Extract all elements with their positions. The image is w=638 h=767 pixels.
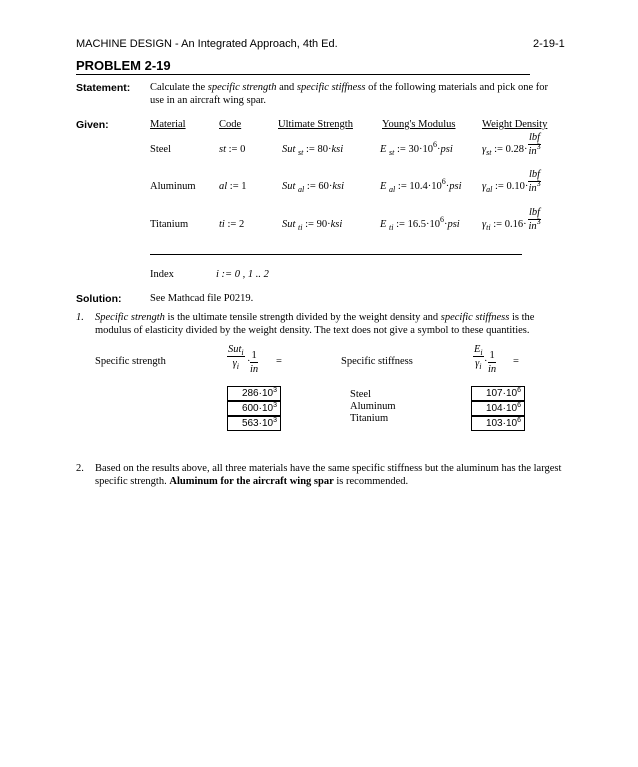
statement-label: Statement:: [76, 82, 131, 94]
sut-sub: ti: [298, 223, 303, 232]
gamma-val: 0.10: [506, 181, 525, 192]
code-val: 0: [240, 144, 246, 155]
result-mantissa: 600: [241, 403, 259, 414]
stiffness-fraction-unit: [488, 350, 496, 375]
strength-equals: =: [276, 356, 282, 367]
index-expr: i := 0 , 1 .. 2: [216, 269, 269, 280]
e-val: 16.5: [407, 219, 426, 230]
result-mantissa: 104: [485, 403, 503, 414]
e-val: 30: [408, 144, 419, 155]
stiffness-equals: =: [513, 356, 519, 367]
exp6: 6: [439, 215, 444, 224]
assign: :=: [305, 219, 314, 230]
index-label: Index: [150, 269, 174, 280]
code-cell: [219, 219, 244, 230]
material-cell: [150, 181, 196, 192]
assign: :=: [397, 181, 407, 192]
material-cell: [150, 219, 188, 230]
material-name: Aluminum: [150, 181, 196, 192]
paragraph-1-line2: modulus of elasticity divided by the weight density. The text does not give a symbol to these quantities.: [95, 325, 530, 336]
weight-density-cell: $\gamma_{ti}$ := 0.16·: [482, 219, 527, 232]
youngs-modulus-cell: E $_{st}$ := $30\cdot 10^6\cdot psi$: [380, 140, 453, 157]
frac-sub: i: [480, 348, 483, 357]
e-symbol: E: [380, 219, 387, 230]
code-var: st: [219, 144, 227, 155]
paragraph-2-number: 2.: [76, 463, 84, 474]
col-header-weight-density: Weight Density: [482, 119, 548, 130]
code-cell: [219, 144, 245, 155]
assign: :=: [306, 181, 316, 192]
gamma-val: 0.28: [505, 144, 524, 155]
stiffness-result-1: $104\cdot 10^6$: [471, 401, 525, 416]
result-material-titanium: Titanium: [350, 413, 389, 424]
result-exponent: 3: [273, 387, 277, 394]
statement-line1: [150, 82, 548, 93]
p1-text: is the: [509, 312, 535, 323]
material-name: Titanium: [150, 219, 189, 230]
sut-symbol: Sut: [282, 181, 296, 192]
frac-one: 1: [251, 350, 257, 361]
paragraph-1-line1: [95, 312, 534, 323]
frac-sub: i: [236, 362, 240, 371]
unit-psi: psi: [440, 144, 453, 155]
stiffness-dot: ·: [484, 356, 488, 367]
ten: 10: [505, 418, 518, 429]
strength-fraction-unit: [250, 350, 258, 375]
stiffness-result-2: $103\cdot 10^6$: [471, 416, 525, 431]
solution-label: Solution:: [76, 293, 122, 305]
code-var: ti: [219, 219, 225, 230]
lbf: lbf: [529, 207, 541, 218]
frac-one: 1: [489, 350, 495, 361]
assign: :=: [228, 144, 238, 155]
statement-line2: use in an aircraft wing spar.: [150, 95, 267, 106]
frac-sut: Sut: [228, 344, 242, 355]
unit-ksi: ksi: [331, 144, 344, 155]
assign: :=: [397, 144, 406, 155]
code-val: 1: [241, 181, 247, 192]
code-val: 2: [238, 219, 245, 230]
result-mantissa: 563: [241, 418, 259, 429]
assign: :=: [494, 144, 503, 155]
e-val: 10.4: [409, 181, 428, 192]
strength-result-2: $563\cdot 10^3$: [227, 416, 281, 431]
ten: 10: [422, 144, 433, 155]
e-sub: st: [389, 148, 395, 157]
col-header-youngs-modulus: Young's Modulus: [382, 119, 456, 130]
in: in: [528, 146, 537, 157]
result-mantissa: 103: [485, 418, 503, 429]
ten: 10: [505, 403, 518, 414]
p1-emph: specific stiffness: [440, 312, 510, 323]
result-mantissa: 286: [241, 388, 259, 399]
code-cell: [219, 181, 247, 192]
exp3: 3: [536, 179, 541, 188]
p1-text: is the ultimate tensile strength divided by the weight density and: [164, 312, 441, 323]
given-table-rule: [150, 254, 522, 255]
p1-emph: Specific strength: [95, 312, 165, 323]
e-sub: al: [389, 185, 396, 194]
gamma-sub: ti: [486, 223, 491, 232]
paragraph-1-number: 1.: [76, 312, 84, 323]
assign: :=: [396, 219, 405, 230]
statement-emph: specific strength: [207, 82, 277, 93]
ten: 10: [429, 219, 440, 230]
ultimate-strength-cell: Sut $_{st}$ := 80·ksi: [282, 144, 344, 157]
sut-val: 60: [318, 181, 329, 192]
exp3: 3: [536, 142, 541, 151]
sut-val: 80: [317, 144, 328, 155]
e-sub: ti: [389, 223, 394, 232]
frac-sub: i: [479, 362, 482, 371]
statement-emph: specific stiffness: [296, 82, 366, 93]
header-right: 2-19-1: [533, 38, 565, 50]
unit-ksi: ksi: [330, 219, 343, 230]
result-exponent: 6: [517, 417, 521, 424]
col-header-ultimate-strength: Ultimate Strength: [278, 119, 353, 130]
frac-e: E: [474, 344, 481, 355]
result-exponent: 6: [517, 387, 521, 394]
strength-result-1: $600\cdot 10^3$: [227, 401, 281, 416]
exp6: 6: [432, 140, 437, 149]
weight-density-cell: $\gamma_{al}$ := 0.10·: [482, 181, 529, 194]
in: in: [528, 221, 537, 232]
youngs-modulus-cell: E $_{al}$ := $10.4\cdot 10^6\cdot psi$: [380, 177, 462, 194]
unit-ksi: ksi: [332, 181, 345, 192]
gamma-val: 0.16: [504, 219, 524, 230]
frac-sub: i: [241, 348, 244, 357]
material-name: Steel: [150, 144, 171, 155]
paragraph-2-line2: [95, 476, 408, 487]
col-header-material: Material: [150, 119, 186, 130]
ten: 10: [261, 418, 274, 429]
in: in: [528, 183, 537, 194]
statement-text: and: [276, 82, 297, 93]
specific-stiffness-label: Specific stiffness: [341, 356, 413, 367]
unit-psi: psi: [447, 219, 460, 230]
e-symbol: E: [380, 181, 387, 192]
header-left: MACHINE DESIGN - An Integrated Approach, 4th Ed.: [76, 38, 338, 50]
sut-symbol: Sut: [282, 144, 296, 155]
result-exponent: 3: [273, 402, 277, 409]
result-exponent: 3: [273, 417, 277, 424]
problem-title: PROBLEM 2-19: [76, 58, 171, 73]
lbf: lbf: [529, 132, 541, 143]
statement-text: Calculate the: [150, 82, 208, 93]
sut-sub: al: [298, 185, 305, 194]
result-mantissa: 107: [485, 388, 503, 399]
ten: 10: [261, 403, 274, 414]
ten: 10: [261, 388, 274, 399]
ten: 10: [505, 388, 518, 399]
strength-dot: ·: [247, 356, 251, 367]
assign: :=: [227, 219, 237, 230]
material-cell: [150, 144, 171, 155]
weight-density-unit: [528, 132, 541, 157]
frac-in: in: [488, 364, 497, 375]
exp3: 3: [536, 217, 541, 226]
result-exponent: 6: [517, 402, 521, 409]
gamma-sub: al: [486, 185, 493, 194]
p2-bold: Aluminum for the aircraft wing spar: [169, 476, 334, 487]
given-label: Given:: [76, 119, 109, 131]
result-material-steel: Steel: [350, 389, 371, 400]
ultimate-strength-cell: Sut $_{al}$ := 60·ksi: [282, 181, 345, 194]
assign: :=: [306, 144, 315, 155]
strength-fraction-main: Sut$_i$ $\gamma_i$: [228, 344, 244, 371]
e-symbol: E: [380, 144, 387, 155]
p2-text: specific strength.: [95, 476, 170, 487]
lbf: lbf: [529, 169, 541, 180]
specific-strength-label: Specific strength: [95, 356, 166, 367]
solution-text: See Mathcad file P0219.: [150, 293, 254, 304]
code-var: al: [219, 181, 228, 192]
sut-symbol: Sut: [282, 219, 296, 230]
youngs-modulus-cell: E $_{ti}$ := $16.5\cdot 10^6\cdot psi$: [380, 215, 460, 232]
sut-sub: st: [298, 148, 304, 157]
weight-density-cell: $\gamma_{st}$ := 0.28·: [482, 144, 528, 157]
stiffness-fraction-main: $\frac{E_i}{\gamma_i}$: [474, 344, 483, 371]
weight-density-unit: [528, 207, 541, 232]
exp6: 6: [441, 177, 446, 186]
paragraph-2-line1: Based on the results above, all three materials have the same specific stiffness but the aluminum has the largest: [95, 463, 562, 474]
assign: :=: [229, 181, 239, 192]
ten: 10: [431, 181, 442, 192]
assign: :=: [493, 219, 503, 230]
assign: :=: [495, 181, 504, 192]
unit-psi: psi: [449, 181, 462, 192]
title-underline: [76, 74, 530, 75]
statement-text: of the following materials and pick one for: [365, 82, 548, 93]
weight-density-unit: [528, 169, 541, 194]
result-material-aluminum: Aluminum: [350, 401, 396, 412]
gamma-sub: st: [486, 148, 492, 157]
ultimate-strength-cell: Sut $_{ti}$ := 90·ksi: [282, 219, 343, 232]
frac-in: in: [250, 364, 259, 375]
stiffness-result-0: $107\cdot 10^6$: [471, 386, 525, 401]
sut-val: 90: [316, 219, 328, 230]
strength-result-0: $286\cdot 10^3$: [227, 386, 281, 401]
p2-text: is recommended.: [333, 476, 409, 487]
col-header-code: Code: [219, 119, 242, 130]
